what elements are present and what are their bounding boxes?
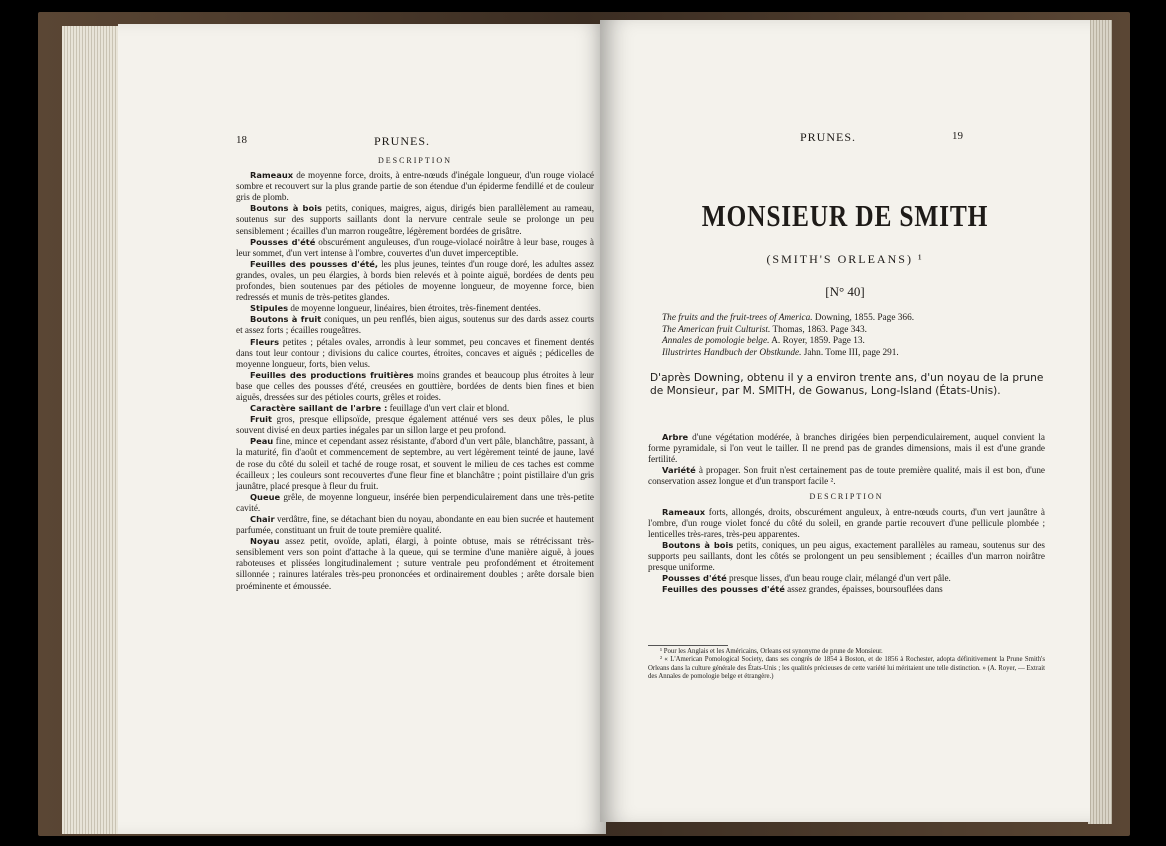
paragraph: Feuilles des productions fruitières moins grandes et beaucoup plus étroites à leur base que celles des pousses d'été, creusées en gouttière, bordées de dents bien fines et bien aiguës, dressées sur des pétioles courts, grêles et roides. xyxy=(236,369,594,402)
section-heading: DESCRIPTION xyxy=(809,492,884,502)
variety-subtitle: (SMITH'S ORLEANS) ¹ xyxy=(766,252,924,266)
reference: Illustrirtes Handbuch der Obstkunde. Jahn. Tome III, page 291. xyxy=(662,347,899,358)
section-heading: DESCRIPTION xyxy=(377,156,452,165)
right-page-body xyxy=(648,432,1045,595)
left-page-body xyxy=(236,151,594,592)
footnote: ² « L'American Pomological Society, dans ses congrès de 1854 à Boston, et de 1856 à Rochester, adopta définitivement la Prune Smith's Orleans dans la culture générale des États-Unis ; les qualités précieuses de cette variété lui méritaient une telle distinction. » (A. Royer, — Extrait des Annales de pomologie belge et étrangère.) xyxy=(648,656,1045,680)
paragraph: Feuilles des pousses d'été assez grandes, épaisses, boursouflées dans xyxy=(662,584,943,595)
paragraph: Feuilles des pousses d'été, les plus jeunes, teintes d'un rouge doré, les adultes assez grandes, ovales, un peu élargies, à bords bien relevés et à pointe aiguë, bordées de dents peu profondes, bien soutenues par des pétioles de moyenne longueur, de moyenne force, bien redressés et munis de très-petites glandes. xyxy=(236,258,594,303)
paragraph: Stipules de moyenne longueur, linéaires, bien étroites, très-finement dentées. xyxy=(250,303,541,314)
paragraph: Variété à propager. Son fruit n'est certainement pas de toute première qualité, mais il est bon, d'une conservation assez longue et d'un transport facile ². xyxy=(648,465,1045,487)
left-page xyxy=(118,24,606,834)
left-page-edges xyxy=(62,26,120,834)
paragraph: Caractère saillant de l'arbre : feuillage d'un vert clair et blond. xyxy=(250,403,510,414)
paragraph: Arbre d'une végétation modérée, à branches dirigées bien perpendiculairement, auquel convient la forme pyramidale, si l'on veut le tailler. Il ne prend pas de grandes dimensions, mais il est d'une grande fertilité. xyxy=(648,432,1045,465)
paragraph: Queue grêle, de moyenne longueur, insérée bien perpendiculairement dans une très-petite cavité. xyxy=(236,491,594,513)
right-running-head: PRUNES. xyxy=(800,130,857,144)
origin-text: D'après Downing, obtenu il y a environ trente ans, d'un noyau de la prune de Monsieur, par M. SMITH, de Gowanus, Long-Island (États-Unis). xyxy=(650,372,1044,398)
reference: The fruits and the fruit-trees of America. Downing, 1855. Page 366. xyxy=(662,313,915,323)
reference: The American fruit Culturist. Thomas, 1863. Page 343. xyxy=(662,324,867,335)
paragraph: Boutons à bois petits, coniques, maigres, aigus, dirigés bien parallèlement au rameau, soutenus sur des supports saillants dont la nervure centrale seule se prolonge un peu sensiblement ; écailles d'un marron rougeâtre, légèrement bordées de grisâtre. xyxy=(236,203,595,236)
footnote-rule xyxy=(648,645,728,646)
references xyxy=(662,313,1042,359)
paragraph: Fruit gros, presque ellipsoïde, presque également atténué vers ses deux pôles, le plus souvent divisé en deux parties inégales par un sillon large et peu profond. xyxy=(236,414,594,436)
paragraph: Fleurs petites ; pétales ovales, arrondis à leur sommet, peu concaves et finement dentés dans tout leur contour ; divisions du calice courtes, étroites, concaves et aiguës ; pédicelles de moyenne longueur, forts, bien velus. xyxy=(236,336,594,369)
right-page-edges xyxy=(1088,20,1112,824)
paragraph: Peau fine, mince et cependant assez résistante, d'abord d'un vert pâle, blanchâtre, passant, à la maturité, fin d'août et commencement de septembre, au vert légèrement teinté de jaune, lavé de rose du côté du soleil et taché de rouge rosat, et souvent le milieu de ces taches est comme écailleux ; les couleurs sont recouvertes d'une fleur fine et blanchâtre ; point pistillaire d'un gris jaunâtre, placé presque à fleur du fruit. xyxy=(236,436,594,491)
left-running-head: PRUNES. xyxy=(374,134,431,148)
paragraph: Boutons à bois petits, coniques, un peu aigus, exactement parallèles au rameau, soutenus sur des supports peu saillants, dont les côtés se prolongent un peu sensiblement ; écailles d'un marron noirâtre presque uniforme. xyxy=(648,539,1045,573)
paragraph: Rameaux de moyenne force, droits, à entre-nœuds d'inégale longueur, d'un rouge violacé sombre et recouvert sur la plus grande partie de son étendue d'un épiderme fendillé et de couleur gris de plomb. xyxy=(236,170,594,203)
paragraph: Chair verdâtre, fine, se détachant bien du noyau, abondante en eau bien sucrée et hautement parfumée, constituant un fruit de toute première qualité. xyxy=(236,514,594,536)
paragraph: Noyau assez petit, ovoïde, aplati, élargi, à pointe obtuse, mais se rétrécissant très-sensiblement vers son point d'attache à la queue, qui se termine d'une manière aiguë, à joues raboteuses et plissées longitudinalement ; suture ventrale peu profondément et étroitement sillonnée ; rainures latérales très-peu prononcées et ordinairement doubles ; arête dorsale bien proéminente et émoussée. xyxy=(236,536,594,591)
paragraph: Boutons à fruit coniques, un peu renflés, bien aigus, soutenus sur des dards assez courts et assez forts ; écailles rougeâtres. xyxy=(236,314,594,336)
reference: Annales de pomologie belge. A. Royer, 1859. Page 13. xyxy=(662,336,865,347)
paragraph: Pousses d'été presque lisses, d'un beau rouge clair, mélangé d'un vert pâle. xyxy=(662,573,951,584)
right-page xyxy=(600,20,1090,822)
variety-number: [N° 40] xyxy=(825,284,865,299)
footnote: ¹ Pour les Anglais et les Américains, Orleans est synonyme de prune de Monsieur. xyxy=(660,648,883,655)
variety-title: MONSIEUR DE SMITH xyxy=(701,198,989,233)
paragraph: Pousses d'été obscurément anguleuses, d'un rouge-violacé noirâtre à leur base, rouges à leur sommet, d'un vert intense à l'ombre, couvertes d'un duvet imperceptible. xyxy=(236,236,594,258)
left-page-number: 18 xyxy=(236,134,247,146)
paragraph: Rameaux forts, allongés, droits, obscurément anguleux, à entre-nœuds courts, d'un vert jaunâtre à l'ombre, d'un rouge violet foncé du côté du soleil, en grande partie recouvert d'une pellicule plombée ; lenticelles très-rares, très-peu apparentes. xyxy=(648,506,1045,539)
footnotes xyxy=(648,645,1045,681)
right-page-number: 19 xyxy=(952,130,963,142)
